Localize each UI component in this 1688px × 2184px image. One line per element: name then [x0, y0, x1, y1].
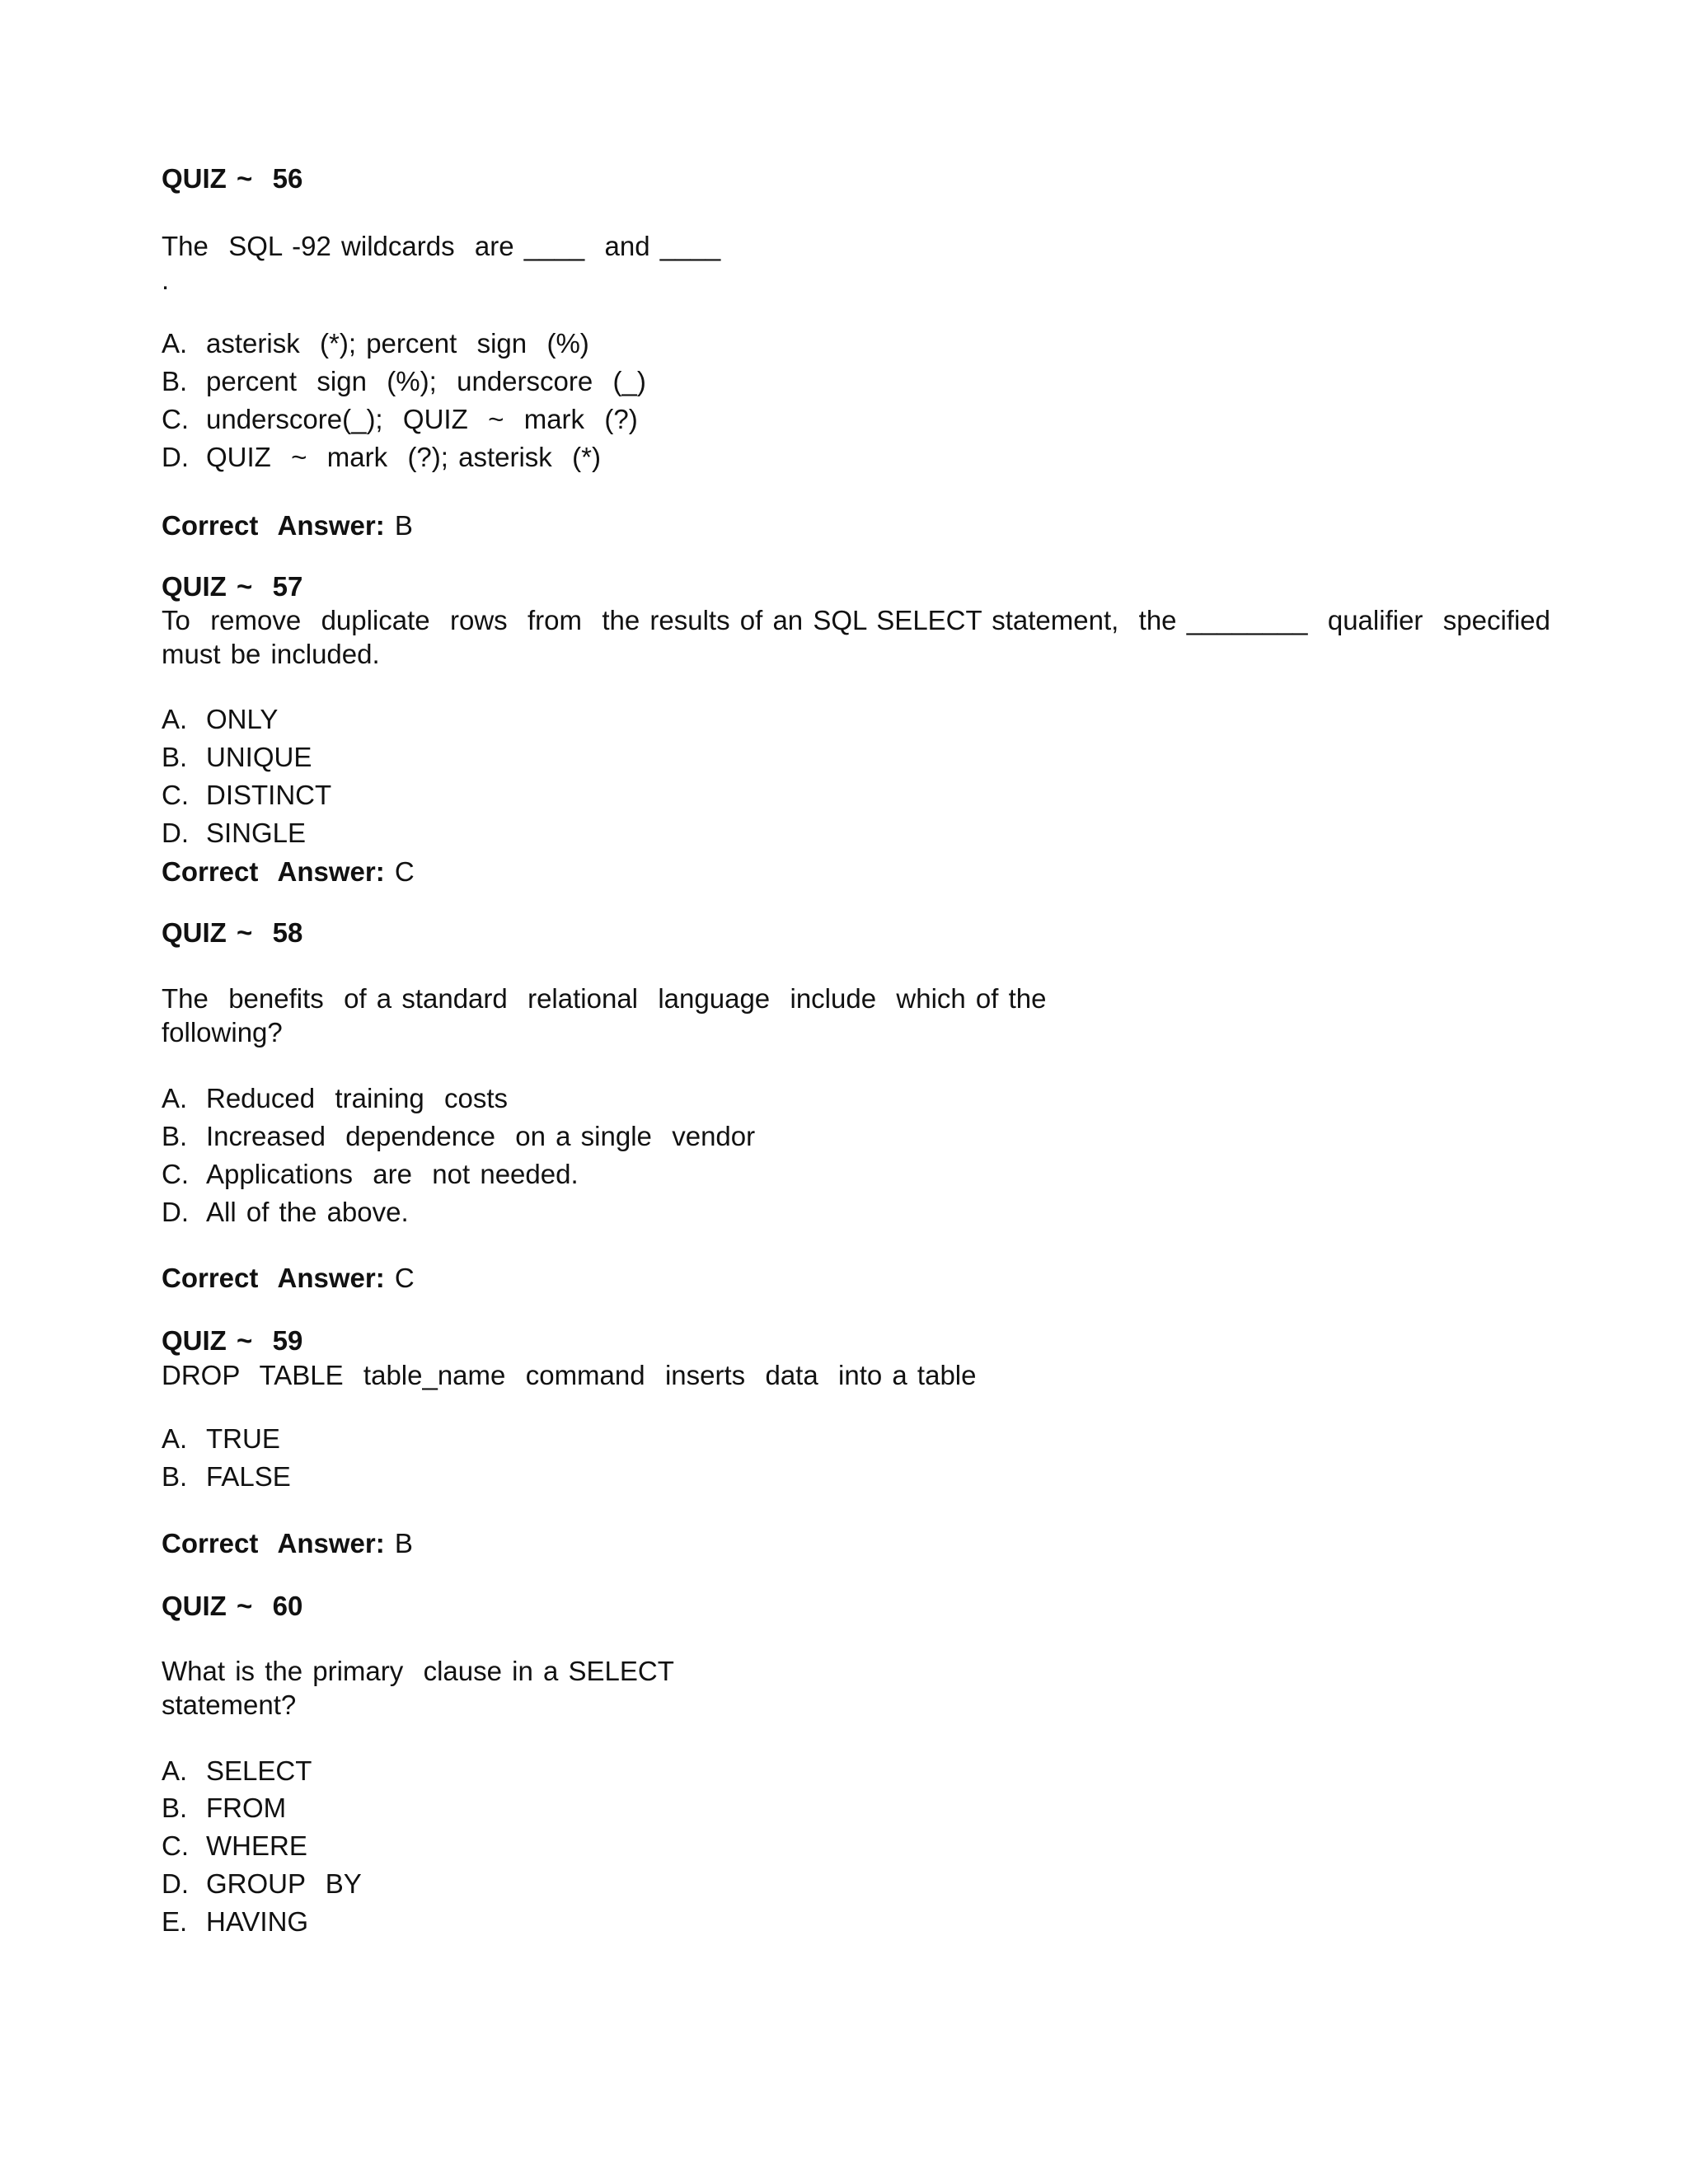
option-letter: E.	[162, 1906, 188, 1937]
answer-label: Correct Answer:	[162, 510, 385, 541]
option-letter: C.	[162, 1159, 189, 1189]
option-letter: D.	[162, 1868, 189, 1899]
option-item	[162, 1867, 362, 1900]
option-text: All of the above.	[206, 1197, 409, 1227]
option-item	[162, 440, 601, 474]
question-text: .	[162, 265, 170, 295]
option-letter: C.	[162, 404, 189, 434]
option-item	[162, 1195, 409, 1229]
option-item	[162, 816, 306, 850]
option-text: percent sign (%); underscore (_)	[206, 366, 646, 396]
option-item	[162, 1157, 579, 1191]
option-item	[162, 1081, 508, 1115]
option-item	[162, 740, 312, 774]
option-letter: C.	[162, 1830, 189, 1861]
option-item	[162, 702, 278, 736]
question-text: What is the primary clause in a SELECT	[162, 1656, 674, 1686]
answer-value: B	[394, 510, 413, 541]
option-letter: A.	[162, 1083, 188, 1113]
option-item	[162, 1905, 308, 1938]
option-text: FROM	[206, 1793, 287, 1823]
option-text: FALSE	[206, 1461, 291, 1492]
option-text: Reduced training costs	[206, 1083, 509, 1113]
option-text: WHERE	[206, 1830, 307, 1861]
option-item	[162, 1422, 280, 1455]
option-text: ONLY	[206, 704, 279, 734]
option-text: Increased dependence on a single vendor	[206, 1121, 756, 1151]
question-text: must be included.	[162, 639, 380, 669]
option-text: SELECT	[206, 1755, 312, 1786]
question-text: The benefits of a standard relational language include which of the	[162, 983, 1047, 1014]
option-text: underscore(_); QUIZ ~ mark (?)	[206, 404, 638, 434]
option-item	[162, 1119, 755, 1153]
option-letter: A.	[162, 1755, 188, 1786]
option-item	[162, 1754, 312, 1788]
correct-answer	[162, 509, 413, 542]
quiz-heading: QUIZ ~ 57	[162, 571, 303, 602]
option-item	[162, 1460, 291, 1493]
question-text: statement?	[162, 1690, 297, 1720]
question-text: DROP TABLE table_name command inserts data into a table	[162, 1360, 977, 1390]
option-item	[162, 364, 646, 398]
option-text: UNIQUE	[206, 742, 312, 772]
question-text: following?	[162, 1017, 283, 1047]
option-letter: D.	[162, 818, 189, 848]
answer-value: C	[394, 856, 415, 887]
option-letter: D.	[162, 1197, 189, 1227]
option-letter: B.	[162, 366, 188, 396]
option-item	[162, 778, 331, 812]
option-letter: B.	[162, 742, 188, 772]
option-letter: A.	[162, 328, 188, 359]
option-letter: C.	[162, 780, 189, 810]
answer-value: C	[394, 1263, 415, 1293]
quiz-heading: QUIZ ~ 59	[162, 1325, 303, 1356]
option-letter: B.	[162, 1461, 188, 1492]
question-text: To remove duplicate rows from the results of an SQL SELECT statement, the ________ qualifier specified	[162, 605, 1551, 635]
option-text: Applications are not needed.	[206, 1159, 579, 1189]
option-letter: B.	[162, 1121, 188, 1151]
option-letter: A.	[162, 1423, 188, 1454]
option-text: HAVING	[206, 1906, 309, 1937]
option-text: GROUP BY	[206, 1868, 362, 1899]
option-letter: B.	[162, 1793, 188, 1823]
option-item	[162, 402, 638, 436]
quiz-heading: QUIZ ~ 60	[162, 1591, 303, 1621]
option-text: QUIZ ~ mark (?); asterisk (*)	[206, 442, 601, 472]
quiz-heading: QUIZ ~ 56	[162, 163, 303, 194]
answer-label: Correct Answer:	[162, 1263, 385, 1293]
option-item	[162, 1791, 286, 1825]
correct-answer	[162, 1261, 415, 1295]
quiz-heading: QUIZ ~ 58	[162, 917, 303, 948]
question-text: The SQL -92 wildcards are ____ and ____	[162, 231, 721, 261]
option-text: SINGLE	[206, 818, 307, 848]
option-letter: A.	[162, 704, 188, 734]
option-text: asterisk (*); percent sign (%)	[206, 328, 589, 359]
answer-value: B	[394, 1528, 413, 1558]
option-text: DISTINCT	[206, 780, 332, 810]
answer-label: Correct Answer:	[162, 1528, 385, 1558]
option-letter: D.	[162, 442, 189, 472]
answer-label: Correct Answer:	[162, 856, 385, 887]
correct-answer	[162, 855, 415, 888]
correct-answer	[162, 1526, 413, 1560]
option-text: TRUE	[206, 1423, 280, 1454]
option-item	[162, 1829, 307, 1863]
option-item	[162, 326, 589, 360]
